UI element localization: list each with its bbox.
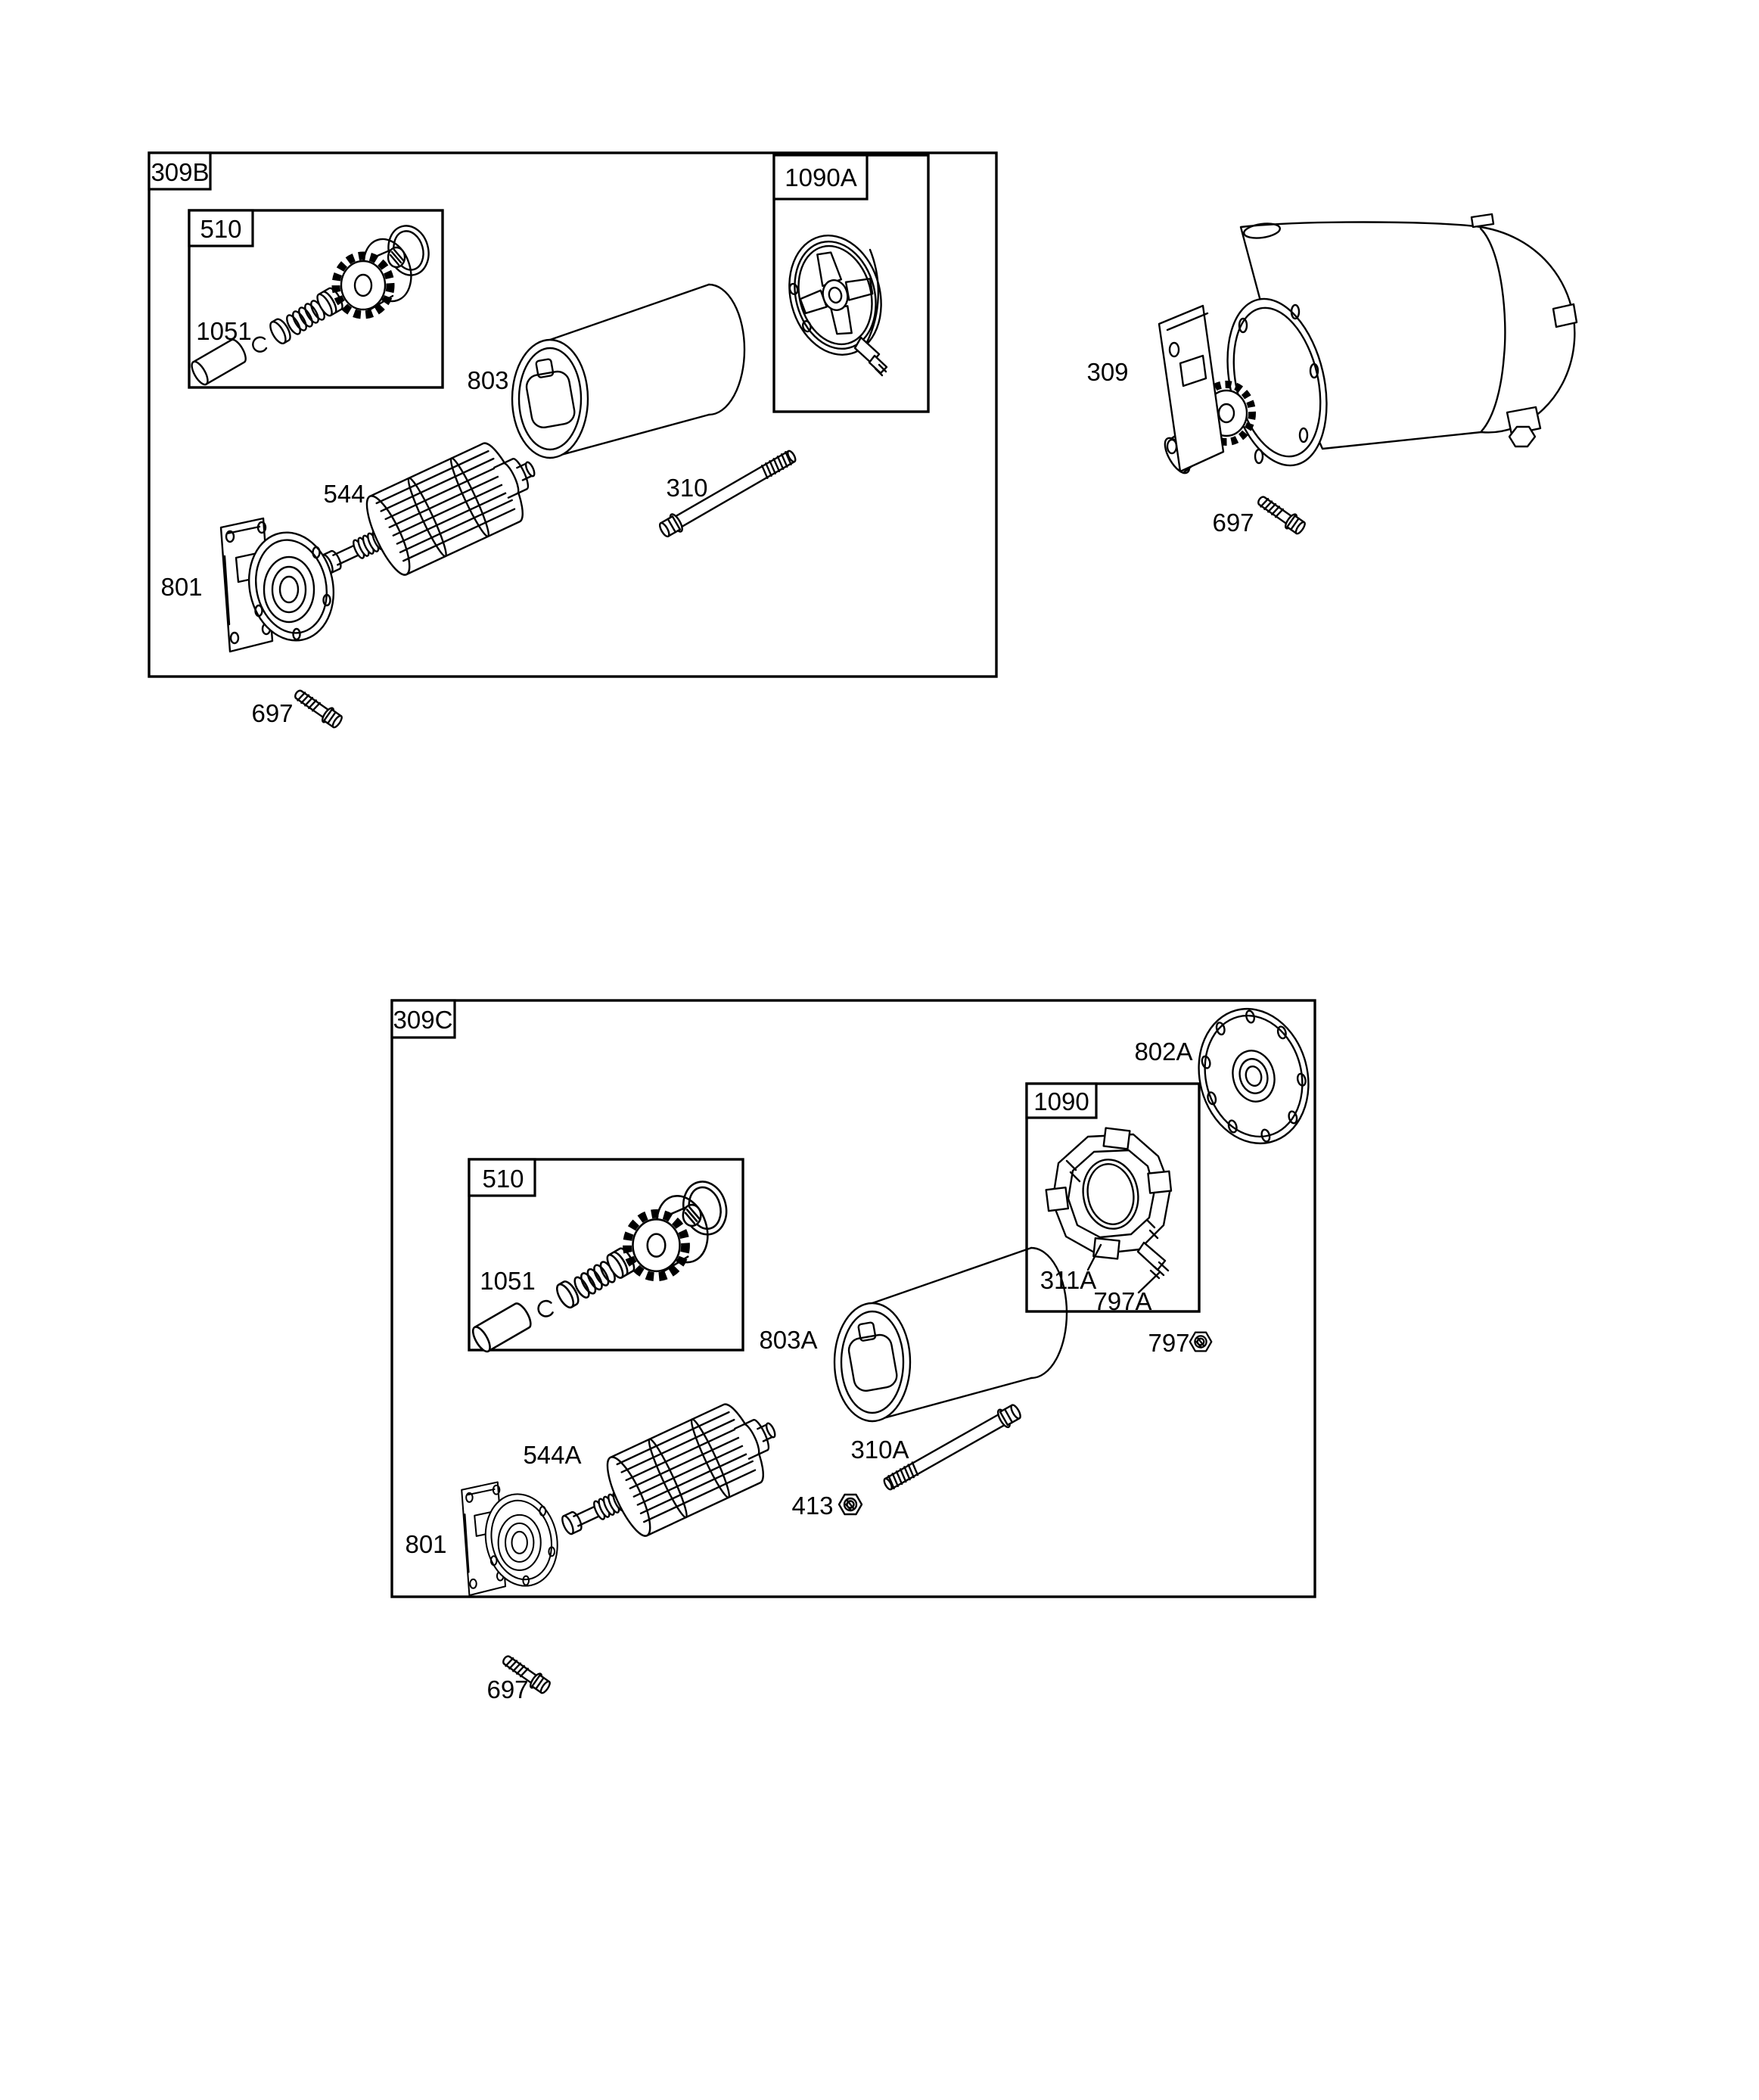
exploded-group-309C	[392, 997, 1323, 1597]
drive-end-cap-icon	[221, 518, 343, 652]
part-label-510-bottom: 510	[482, 1165, 524, 1193]
part-label-1090: 1090	[1033, 1087, 1089, 1115]
part-label-803: 803	[467, 366, 509, 394]
part-label-311A: 311A	[1040, 1266, 1097, 1294]
part-label-1051-top: 1051	[196, 317, 252, 345]
part-label-802A: 802A	[1134, 1038, 1193, 1066]
part-label-510-top: 510	[200, 215, 242, 243]
part-label-544: 544	[323, 480, 365, 508]
part-label-697-bottom: 697	[486, 1675, 529, 1703]
armature-icon	[546, 1390, 792, 1566]
mount-bolt-697-bottom	[486, 1652, 552, 1703]
part-label-1051-bottom: 1051	[480, 1267, 536, 1295]
part-label-797A: 797A	[1093, 1287, 1152, 1315]
hex-nut-icon	[839, 1495, 862, 1514]
mount-bolt-697-top	[251, 686, 343, 730]
starter-housing-icon	[512, 285, 744, 458]
brush-holder-icon	[1046, 1128, 1171, 1278]
part-label-309: 309	[1086, 358, 1129, 386]
part-label-309C: 309C	[393, 1006, 453, 1034]
part-label-801-top: 801	[160, 573, 203, 601]
drive-pinion-kit-icon	[470, 1177, 732, 1354]
exploded-group-309B	[149, 153, 996, 677]
part-label-697-top: 697	[251, 699, 294, 727]
part-label-544A: 544A	[523, 1441, 582, 1469]
part-label-413: 413	[791, 1492, 834, 1520]
flange-bolt-icon	[1254, 493, 1307, 537]
part-label-309B: 309B	[151, 158, 210, 186]
part-label-310A: 310A	[850, 1436, 909, 1464]
part-label-803A: 803A	[759, 1326, 818, 1354]
rear-end-cap-icon	[776, 225, 893, 375]
terminal-nut-icon	[1190, 1333, 1212, 1352]
part-label-797: 797	[1148, 1329, 1190, 1357]
motor-tab2-icon	[1472, 214, 1493, 227]
part-label-697-right: 697	[1212, 509, 1254, 537]
motor-tab-icon	[1553, 304, 1577, 327]
starter-assembly-icon	[1086, 214, 1577, 537]
starter-housing-icon	[834, 1248, 1067, 1421]
part-label-801-bottom: 801	[405, 1530, 447, 1558]
drive-end-cap-icon	[462, 1482, 566, 1596]
motor-terminal-icon	[1507, 407, 1540, 446]
part-label-310: 310	[666, 474, 708, 502]
armature-icon	[306, 429, 552, 605]
rear-end-plate-icon	[1184, 997, 1323, 1156]
part-label-1090A: 1090A	[785, 163, 857, 191]
flange-bolt-icon	[291, 686, 344, 730]
